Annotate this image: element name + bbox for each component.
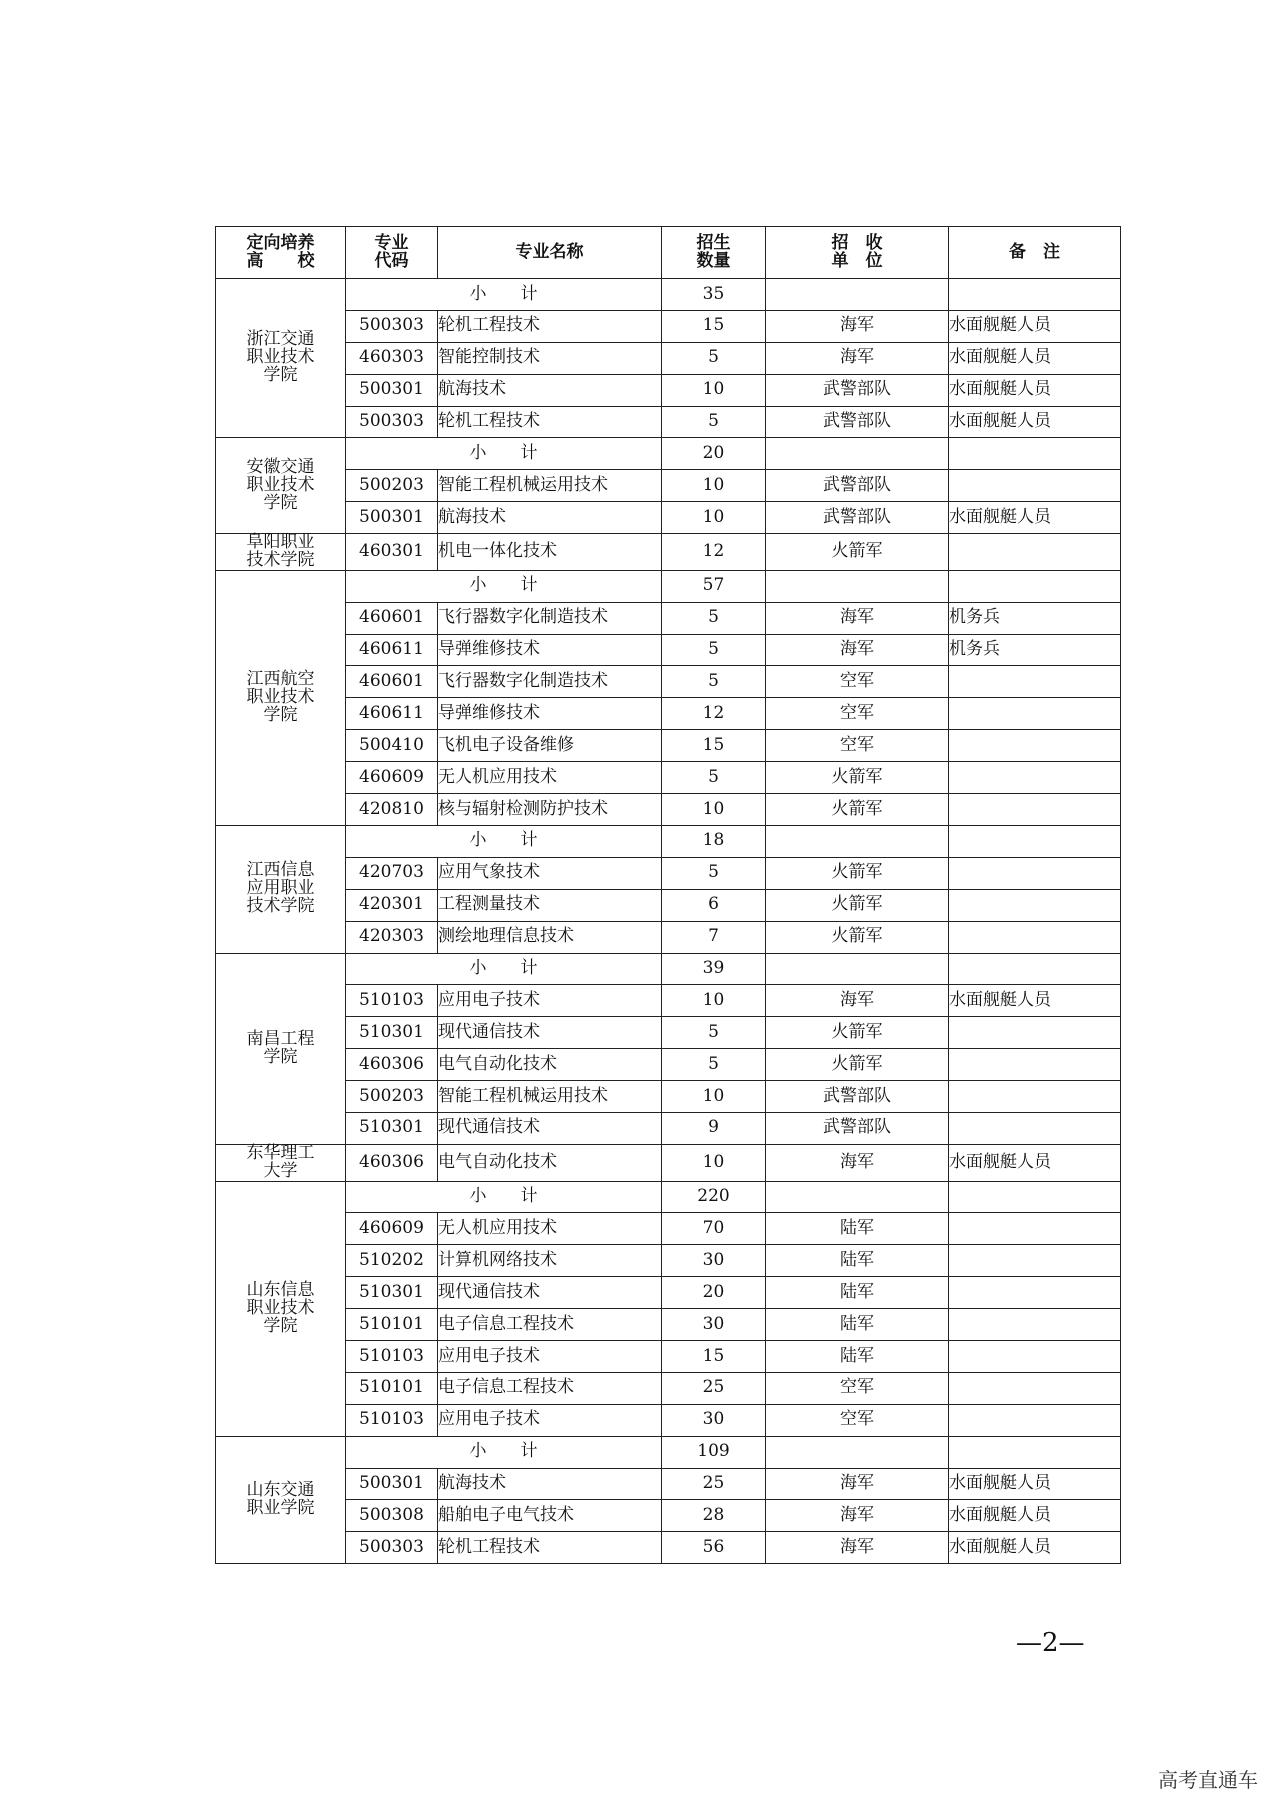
table-row xyxy=(216,1017,1121,1049)
recruiting-unit: 海军 xyxy=(766,1144,949,1181)
major-name: 轮机工程技术 xyxy=(438,1532,662,1564)
major-code: 460611 xyxy=(346,634,438,666)
recruiting-unit: 火箭军 xyxy=(766,1049,949,1081)
table-row xyxy=(216,1112,1121,1144)
table-row xyxy=(216,534,1121,571)
subtotal-note xyxy=(949,1181,1121,1213)
remark: 水面舰艇人员 xyxy=(949,1532,1121,1564)
table-row xyxy=(216,1049,1121,1081)
recruiting-unit: 武警部队 xyxy=(766,470,949,502)
remark: 水面舰艇人员 xyxy=(949,374,1121,406)
remark xyxy=(949,889,1121,921)
quota: 5 xyxy=(662,1049,766,1081)
remark xyxy=(949,1017,1121,1049)
remark xyxy=(949,470,1121,502)
recruiting-unit: 陆军 xyxy=(766,1277,949,1309)
subtotal-value: 109 xyxy=(662,1436,766,1468)
subtotal-note xyxy=(949,570,1121,602)
remark xyxy=(949,794,1121,826)
major-name: 应用电子技术 xyxy=(438,1340,662,1372)
subtotal-unit xyxy=(766,1436,949,1468)
major-name: 测绘地理信息技术 xyxy=(438,921,662,953)
remark xyxy=(949,857,1121,889)
remark: 水面舰艇人员 xyxy=(949,406,1121,438)
table-row xyxy=(216,602,1121,634)
major-code: 500301 xyxy=(346,1468,438,1500)
quota: 25 xyxy=(662,1468,766,1500)
subtotal-row xyxy=(216,570,1121,602)
table-row xyxy=(216,310,1121,342)
header-quota: 招生 数量 xyxy=(662,227,766,279)
school-label: 浙江交通 职业技术 学院 xyxy=(246,329,315,386)
remark: 水面舰艇人员 xyxy=(949,1468,1121,1500)
major-name: 应用气象技术 xyxy=(438,857,662,889)
school-name xyxy=(216,953,346,1144)
quota: 70 xyxy=(662,1213,766,1245)
quota: 30 xyxy=(662,1404,766,1436)
subtotal-note xyxy=(949,279,1121,311)
table-row xyxy=(216,1213,1121,1245)
major-code: 420703 xyxy=(346,857,438,889)
subtotal-row xyxy=(216,279,1121,311)
major-code: 460306 xyxy=(346,1049,438,1081)
major-name: 导弹维修技术 xyxy=(438,634,662,666)
remark xyxy=(949,762,1121,794)
quota: 56 xyxy=(662,1532,766,1564)
quota: 5 xyxy=(662,342,766,374)
major-code: 510101 xyxy=(346,1309,438,1341)
major-code: 420810 xyxy=(346,794,438,826)
recruiting-unit: 海军 xyxy=(766,1468,949,1500)
quota: 10 xyxy=(662,374,766,406)
header-major: 专业名称 xyxy=(438,227,662,279)
table-row xyxy=(216,406,1121,438)
quota: 12 xyxy=(662,698,766,730)
remark xyxy=(949,1245,1121,1277)
table-row xyxy=(216,502,1121,534)
quota: 10 xyxy=(662,1144,766,1181)
recruiting-unit: 空军 xyxy=(766,666,949,698)
remark xyxy=(949,666,1121,698)
quota: 10 xyxy=(662,794,766,826)
table-row xyxy=(216,1277,1121,1309)
major-name: 核与辐射检测防护技术 xyxy=(438,794,662,826)
major-code: 460303 xyxy=(346,342,438,374)
major-code: 500303 xyxy=(346,310,438,342)
table-row xyxy=(216,698,1121,730)
remark xyxy=(949,1277,1121,1309)
major-name: 无人机应用技术 xyxy=(438,762,662,794)
major-name: 机电一体化技术 xyxy=(438,534,662,571)
recruiting-unit: 陆军 xyxy=(766,1245,949,1277)
major-code: 510103 xyxy=(346,1340,438,1372)
major-code: 500308 xyxy=(346,1500,438,1532)
table-row xyxy=(216,889,1121,921)
school-label: 山东信息 职业技术 学院 xyxy=(246,1279,315,1336)
major-name: 飞行器数字化制造技术 xyxy=(438,666,662,698)
quota: 30 xyxy=(662,1245,766,1277)
major-name: 无人机应用技术 xyxy=(438,1213,662,1245)
page-number: —2— xyxy=(1016,1628,1085,1658)
table-body xyxy=(216,279,1121,1564)
subtotal-unit xyxy=(766,279,949,311)
major-code: 420303 xyxy=(346,921,438,953)
remark xyxy=(949,698,1121,730)
table-row xyxy=(216,1081,1121,1113)
recruiting-unit: 空军 xyxy=(766,1404,949,1436)
subtotal-unit xyxy=(766,570,949,602)
subtotal-value: 20 xyxy=(662,438,766,470)
table-row xyxy=(216,374,1121,406)
quota: 10 xyxy=(662,502,766,534)
table-row xyxy=(216,1404,1121,1436)
quota: 10 xyxy=(662,985,766,1017)
recruiting-unit: 火箭军 xyxy=(766,794,949,826)
remark xyxy=(949,534,1121,571)
subtotal-row xyxy=(216,1436,1121,1468)
table-row xyxy=(216,1500,1121,1532)
major-name: 航海技术 xyxy=(438,374,662,406)
subtotal-unit xyxy=(766,1181,949,1213)
header-school: 定向培养 高 校 xyxy=(216,227,346,279)
subtotal-row xyxy=(216,825,1121,857)
major-name: 电气自动化技术 xyxy=(438,1144,662,1181)
major-code: 420301 xyxy=(346,889,438,921)
major-code: 460306 xyxy=(346,1144,438,1181)
major-name: 航海技术 xyxy=(438,502,662,534)
recruiting-unit: 空军 xyxy=(766,730,949,762)
school-name xyxy=(216,534,346,571)
recruiting-unit: 火箭军 xyxy=(766,857,949,889)
school-name xyxy=(216,570,346,825)
major-name: 轮机工程技术 xyxy=(438,310,662,342)
recruiting-unit: 武警部队 xyxy=(766,374,949,406)
major-code: 460609 xyxy=(346,762,438,794)
school-label: 山东交通 职业学院 xyxy=(246,1480,315,1518)
subtotal-value: 39 xyxy=(662,953,766,985)
school-name xyxy=(216,438,346,534)
table-row xyxy=(216,1468,1121,1500)
major-name: 现代通信技术 xyxy=(438,1277,662,1309)
remark xyxy=(949,1049,1121,1081)
school-name xyxy=(216,1144,346,1181)
major-code: 500410 xyxy=(346,730,438,762)
major-name: 现代通信技术 xyxy=(438,1017,662,1049)
subtotal-value: 18 xyxy=(662,825,766,857)
quota: 5 xyxy=(662,857,766,889)
table-row xyxy=(216,985,1121,1017)
subtotal-label: 小 计 xyxy=(346,279,662,311)
subtotal-unit xyxy=(766,825,949,857)
major-code: 510301 xyxy=(346,1277,438,1309)
major-name: 应用电子技术 xyxy=(438,1404,662,1436)
remark xyxy=(949,1081,1121,1113)
subtotal-row xyxy=(216,438,1121,470)
remark: 水面舰艇人员 xyxy=(949,310,1121,342)
header-note: 备 注 xyxy=(949,227,1121,279)
school-label: 安徽交通 职业技术 学院 xyxy=(246,457,315,513)
remark: 水面舰艇人员 xyxy=(949,1144,1121,1181)
quota: 25 xyxy=(662,1372,766,1404)
school-label: 江西航空 职业技术 学院 xyxy=(246,669,315,725)
quota: 15 xyxy=(662,730,766,762)
subtotal-note xyxy=(949,825,1121,857)
subtotal-note xyxy=(949,438,1121,470)
header-unit: 招 收 单 位 xyxy=(766,227,949,279)
recruiting-unit: 陆军 xyxy=(766,1340,949,1372)
remark xyxy=(949,1372,1121,1404)
major-name: 智能工程机械运用技术 xyxy=(438,470,662,502)
enrollment-table xyxy=(215,226,1121,1564)
major-name: 电气自动化技术 xyxy=(438,1049,662,1081)
quota: 12 xyxy=(662,534,766,571)
recruiting-unit: 空军 xyxy=(766,698,949,730)
table-row xyxy=(216,857,1121,889)
subtotal-label: 小 计 xyxy=(346,953,662,985)
major-name: 智能控制技术 xyxy=(438,342,662,374)
major-name: 应用电子技术 xyxy=(438,985,662,1017)
quota: 15 xyxy=(662,1340,766,1372)
table-row xyxy=(216,666,1121,698)
quota: 9 xyxy=(662,1112,766,1144)
school-label: 阜阳职业 技术学院 xyxy=(246,532,315,570)
quota: 10 xyxy=(662,1081,766,1113)
major-code: 460601 xyxy=(346,602,438,634)
major-code: 500203 xyxy=(346,470,438,502)
major-name: 轮机工程技术 xyxy=(438,406,662,438)
quota: 10 xyxy=(662,470,766,502)
table-row xyxy=(216,794,1121,826)
major-code: 510301 xyxy=(346,1017,438,1049)
subtotal-unit xyxy=(766,953,949,985)
recruiting-unit: 陆军 xyxy=(766,1309,949,1341)
recruiting-unit: 火箭军 xyxy=(766,921,949,953)
table-row xyxy=(216,1372,1121,1404)
major-code: 510101 xyxy=(346,1372,438,1404)
recruiting-unit: 空军 xyxy=(766,1372,949,1404)
subtotal-label: 小 计 xyxy=(346,825,662,857)
major-code: 500303 xyxy=(346,406,438,438)
table-row xyxy=(216,1245,1121,1277)
remark: 机务兵 xyxy=(949,634,1121,666)
recruiting-unit: 海军 xyxy=(766,634,949,666)
major-code: 500301 xyxy=(346,502,438,534)
major-name: 电子信息工程技术 xyxy=(438,1309,662,1341)
table-row xyxy=(216,730,1121,762)
table-header xyxy=(216,227,1121,279)
subtotal-value: 35 xyxy=(662,279,766,311)
remark xyxy=(949,1404,1121,1436)
table-row xyxy=(216,342,1121,374)
major-code: 460611 xyxy=(346,698,438,730)
subtotal-note xyxy=(949,1436,1121,1468)
major-code: 500203 xyxy=(346,1081,438,1113)
major-code: 460301 xyxy=(346,534,438,571)
recruiting-unit: 武警部队 xyxy=(766,406,949,438)
remark xyxy=(949,1340,1121,1372)
quota: 30 xyxy=(662,1309,766,1341)
recruiting-unit: 武警部队 xyxy=(766,1081,949,1113)
table-row xyxy=(216,1144,1121,1181)
subtotal-label: 小 计 xyxy=(346,1436,662,1468)
watermark: 高考直通车 xyxy=(1158,1768,1258,1792)
major-code: 500303 xyxy=(346,1532,438,1564)
recruiting-unit: 陆军 xyxy=(766,1213,949,1245)
table-row xyxy=(216,762,1121,794)
major-name: 智能工程机械运用技术 xyxy=(438,1081,662,1113)
major-code: 460609 xyxy=(346,1213,438,1245)
quota: 15 xyxy=(662,310,766,342)
table-row xyxy=(216,1532,1121,1564)
remark xyxy=(949,730,1121,762)
subtotal-value: 220 xyxy=(662,1181,766,1213)
subtotal-label: 小 计 xyxy=(346,438,662,470)
quota: 5 xyxy=(662,634,766,666)
major-name: 导弹维修技术 xyxy=(438,698,662,730)
school-label: 江西信息 应用职业 技术学院 xyxy=(246,860,315,917)
remark xyxy=(949,1309,1121,1341)
quota: 20 xyxy=(662,1277,766,1309)
major-code: 500301 xyxy=(346,374,438,406)
table-row xyxy=(216,1309,1121,1341)
remark xyxy=(949,1112,1121,1144)
table-row xyxy=(216,921,1121,953)
school-name xyxy=(216,1181,346,1436)
recruiting-unit: 火箭军 xyxy=(766,1017,949,1049)
subtotal-row xyxy=(216,1181,1121,1213)
major-name: 现代通信技术 xyxy=(438,1112,662,1144)
major-name: 电子信息工程技术 xyxy=(438,1372,662,1404)
remark xyxy=(949,1213,1121,1245)
major-code: 510103 xyxy=(346,1404,438,1436)
recruiting-unit: 海军 xyxy=(766,602,949,634)
subtotal-note xyxy=(949,953,1121,985)
remark: 水面舰艇人员 xyxy=(949,502,1121,534)
quota: 5 xyxy=(662,762,766,794)
school-label: 南昌工程 学院 xyxy=(246,1028,315,1067)
major-code: 460601 xyxy=(346,666,438,698)
school-name xyxy=(216,1436,346,1564)
recruiting-unit: 海军 xyxy=(766,310,949,342)
recruiting-unit: 武警部队 xyxy=(766,1112,949,1144)
major-name: 飞机电子设备维修 xyxy=(438,730,662,762)
recruiting-unit: 海军 xyxy=(766,1500,949,1532)
header-code: 专业 代码 xyxy=(346,227,438,279)
quota: 5 xyxy=(662,602,766,634)
recruiting-unit: 火箭军 xyxy=(766,534,949,571)
recruiting-unit: 武警部队 xyxy=(766,502,949,534)
recruiting-unit: 海军 xyxy=(766,342,949,374)
quota: 28 xyxy=(662,1500,766,1532)
remark: 机务兵 xyxy=(949,602,1121,634)
subtotal-label: 小 计 xyxy=(346,570,662,602)
table-row xyxy=(216,1340,1121,1372)
major-name: 计算机网络技术 xyxy=(438,1245,662,1277)
quota: 5 xyxy=(662,406,766,438)
major-name: 航海技术 xyxy=(438,1468,662,1500)
subtotal-unit xyxy=(766,438,949,470)
major-name: 工程测量技术 xyxy=(438,889,662,921)
recruiting-unit: 火箭军 xyxy=(766,762,949,794)
school-name xyxy=(216,279,346,438)
major-code: 510103 xyxy=(346,985,438,1017)
table-row xyxy=(216,470,1121,502)
major-name: 船舶电子电气技术 xyxy=(438,1500,662,1532)
major-code: 510202 xyxy=(346,1245,438,1277)
recruiting-unit: 海军 xyxy=(766,985,949,1017)
quota: 6 xyxy=(662,889,766,921)
quota: 7 xyxy=(662,921,766,953)
remark: 水面舰艇人员 xyxy=(949,985,1121,1017)
quota: 5 xyxy=(662,1017,766,1049)
school-label: 东华理工 大学 xyxy=(246,1142,315,1181)
recruiting-unit: 火箭军 xyxy=(766,889,949,921)
major-code: 510301 xyxy=(346,1112,438,1144)
subtotal-value: 57 xyxy=(662,570,766,602)
subtotal-label: 小 计 xyxy=(346,1181,662,1213)
remark xyxy=(949,921,1121,953)
subtotal-row xyxy=(216,953,1121,985)
table-row xyxy=(216,634,1121,666)
remark: 水面舰艇人员 xyxy=(949,1500,1121,1532)
remark: 水面舰艇人员 xyxy=(949,342,1121,374)
recruiting-unit: 海军 xyxy=(766,1532,949,1564)
major-name: 飞行器数字化制造技术 xyxy=(438,602,662,634)
school-name xyxy=(216,825,346,953)
quota: 5 xyxy=(662,666,766,698)
